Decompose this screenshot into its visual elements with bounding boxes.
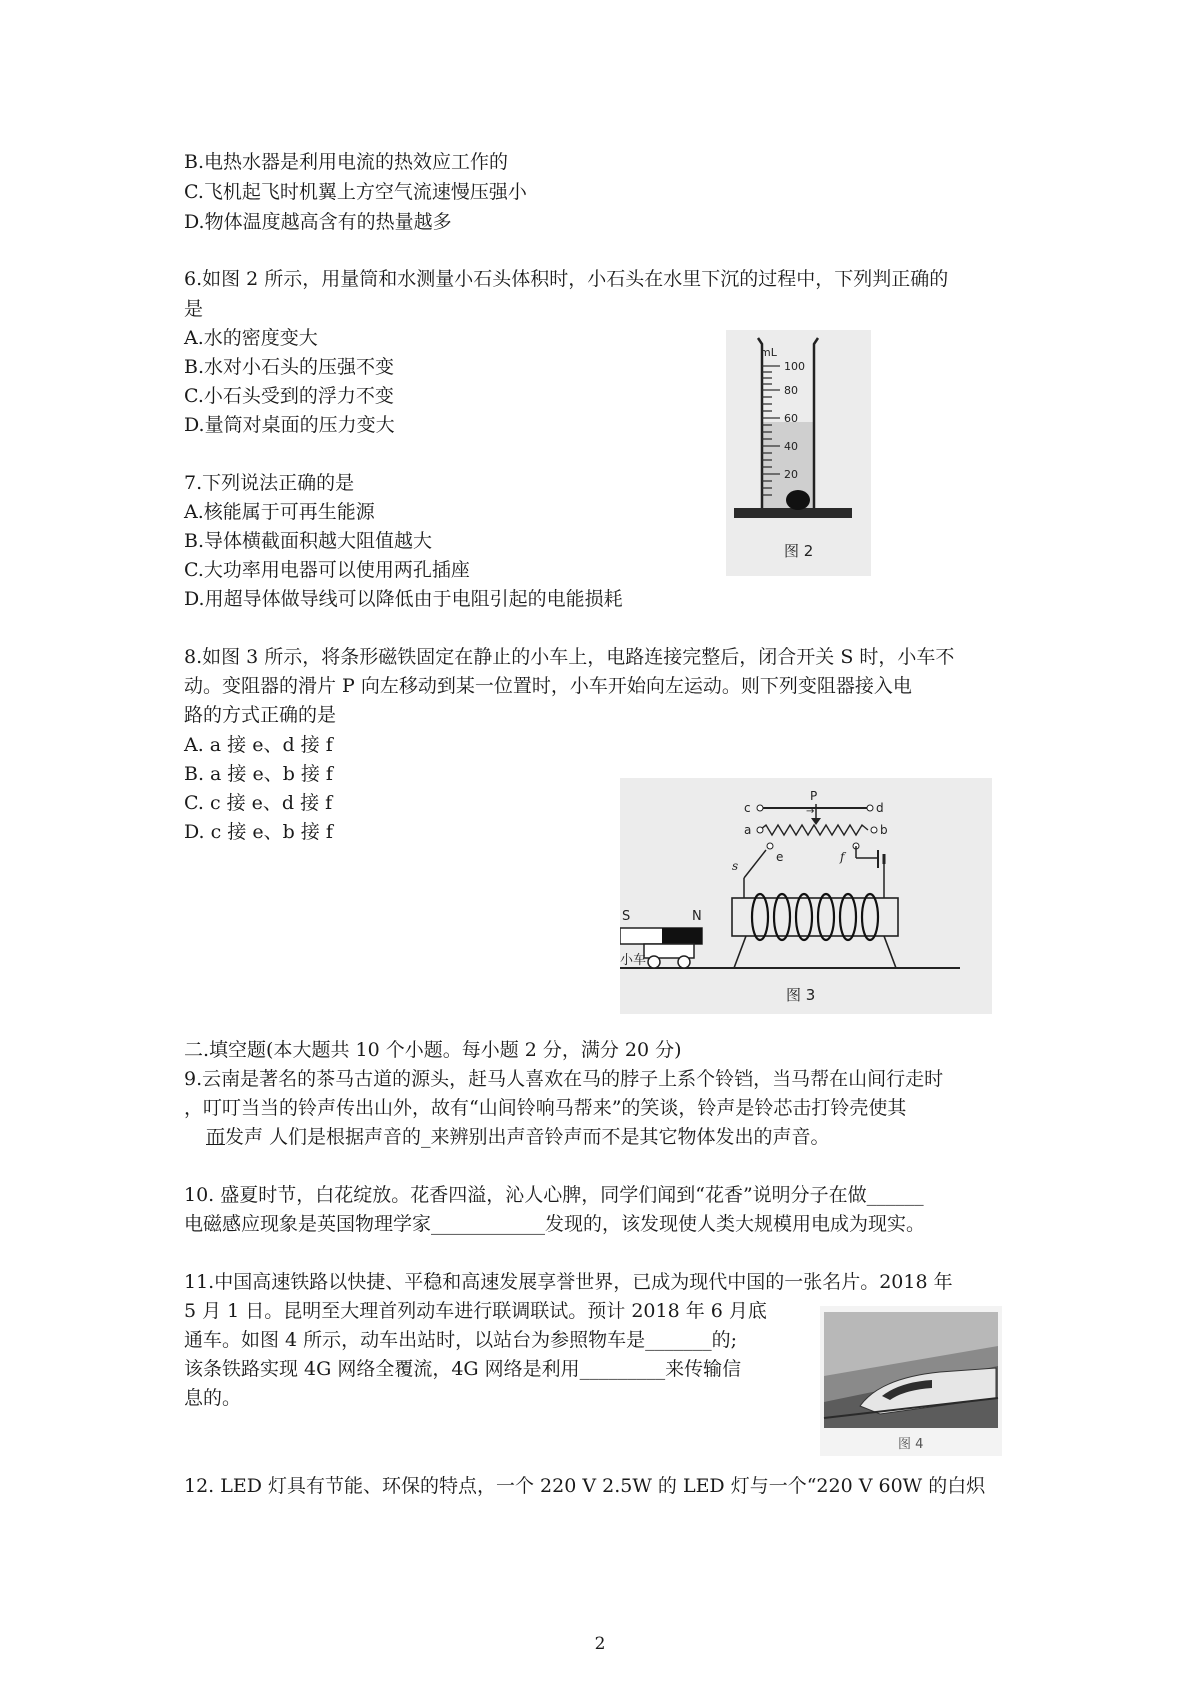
q6-option-c: C.小石头受到的浮力不变 [184,385,394,407]
label-s: s [732,859,739,873]
q7-stem: 7.下列说法正确的是 [184,472,355,494]
terminal-c [757,805,763,811]
slider-direction-arrow: → [806,806,815,817]
slider-p-label: P [810,789,818,803]
cylinder-base [734,508,852,518]
q6-stem-line-1: 6.如图 2 所示，用量筒和水测量小石头体积时，小石头在水里下沉的过程中，下列判正确的 [184,268,949,290]
label-f: f [840,850,845,864]
q7-option-d: D.用超导体做导线可以降低由于电阻引起的电能损耗 [184,588,623,610]
q11-line-5: 息的。 [184,1387,242,1409]
figure-2-measuring-cylinder [726,330,871,576]
pole-n-label: N [692,909,702,924]
q5-option-d: D.物体温度越高含有的热量越多 [184,211,452,233]
figure-3-caption: 图 3 [786,986,816,1004]
figure-3-circuit [620,778,992,1014]
q6-option-b: B.水对小石头的压强不变 [184,356,395,378]
label-a: a [744,823,752,837]
q9-line-1: 9.云南是著名的茶马古道的源头，赶马人喜欢在马的脖子上系个铃铛，当马帮在山间行走时 [184,1068,944,1090]
q8-option-b: B. a 接 e、b 接 f [184,763,333,785]
q11-line-3: 通车。如图 4 所示，动车出站时，以站台为参照物车是_______的; [184,1329,738,1351]
tick-label-40: 40 [784,440,798,453]
q9-line-2: ，叮叮当当的铃声传出山外，故有“山间铃响马帮来”的笑谈，铃声是铃芯击打铃壳使其 [184,1097,907,1119]
q8-option-c: C. c 接 e、d 接 f [184,792,333,814]
figure-4-caption: 图 4 [898,1437,924,1452]
figure-4-graphic [820,1306,1002,1456]
q6-stem-line-2: 是 [184,298,204,320]
q8-stem-line-3: 路的方式正确的是 [184,704,337,726]
q7-option-a: A.核能属于可再生能源 [184,501,375,523]
bar-magnet-n [662,928,702,944]
q5-option-b: B.电热水器是利用电流的热效应工作的 [184,151,509,173]
q9-line-3 [206,1123,830,1151]
q6-option-d: D.量筒对桌面的压力变大 [184,414,395,436]
car-wheel-left [648,956,660,968]
label-d: d [876,801,884,815]
tick-label-80: 80 [784,384,798,397]
q5-option-c: C.飞机起飞时机翼上方空气流速慢压强小 [184,181,527,203]
figure-4-train-photo [820,1306,1002,1456]
label-e: e [776,850,784,864]
tick-label-100: 100 [784,360,805,373]
car-wheel-right [678,956,690,968]
q8-stem-line-1: 8.如图 3 所示，将条形磁铁固定在静止的小车上，电路连接完整后，闭合开关 S 时，小车不 [184,646,955,668]
q7-option-c: C.大功率用电器可以使用两孔插座 [184,559,470,581]
q9-line-3-rest: 发声 人们是根据声音的_来辨别出声音铃声而不是其它物体发出的声音。 [225,1126,830,1148]
q11-line-4: 该条铁路实现 4G 网络全覆流，4G 网络是利用_________来传输信 [184,1358,742,1380]
car-label: 小车 [620,953,647,968]
figure-2-caption: 图 2 [784,542,814,560]
q9-blank-1: 而 [206,1126,226,1148]
q11-line-1: 11.中国高速铁路以快捷、平稳和高速发展享誉世界，已成为现代中国的一张名片。2018 年 [184,1271,953,1293]
q8-stem-line-2: 动。变阻器的滑片 P 向左移动到某一位置时，小车开始向左运动。则下列变阻器接入电 [184,675,912,697]
q7-option-b: B.导体横截面积越大阻值越大 [184,530,433,552]
tick-label-20: 20 [784,468,798,481]
terminal-e [767,843,773,849]
page-number: 2 [594,1634,606,1654]
q10-line-1: 10. 盛夏时节，白花绽放。花香四溢，沁人心脾，同学们闻到“花香”说明分子在做______ [184,1184,924,1206]
cylinder-unit-label: mL [760,346,777,359]
label-c: c [744,801,751,815]
q6-option-a: A.水的密度变大 [184,327,318,349]
label-b: b [880,823,888,837]
q10-line-2: 电磁感应现象是英国物理学家____________发现的，该发现使人类大规模用电成为现实。 [184,1213,926,1235]
stone [786,490,810,510]
figure-2-graphic [726,330,871,576]
terminal-a [757,827,763,833]
section-2-title: 二.填空题(本大题共 10 个小题。每小题 2 分，满分 20 分) [184,1039,682,1061]
pole-s-label: S [622,909,631,924]
figure-3-graphic [620,778,992,1014]
q8-option-d: D. c 接 e、b 接 f [184,821,333,843]
q11-line-2: 5 月 1 日。昆明至大理首列动车进行联调联试。预计 2018 年 6 月底 [184,1300,767,1322]
q8-option-a: A. a 接 e、d 接 f [184,734,333,756]
tick-label-60: 60 [784,412,798,425]
terminal-b [871,827,877,833]
q12-line-1: 12. LED 灯具有节能、环保的特点，一个 220 V 2.5W 的 LED 灯与一个“220 V 60W 的白炽 [184,1475,986,1497]
terminal-d [867,805,873,811]
